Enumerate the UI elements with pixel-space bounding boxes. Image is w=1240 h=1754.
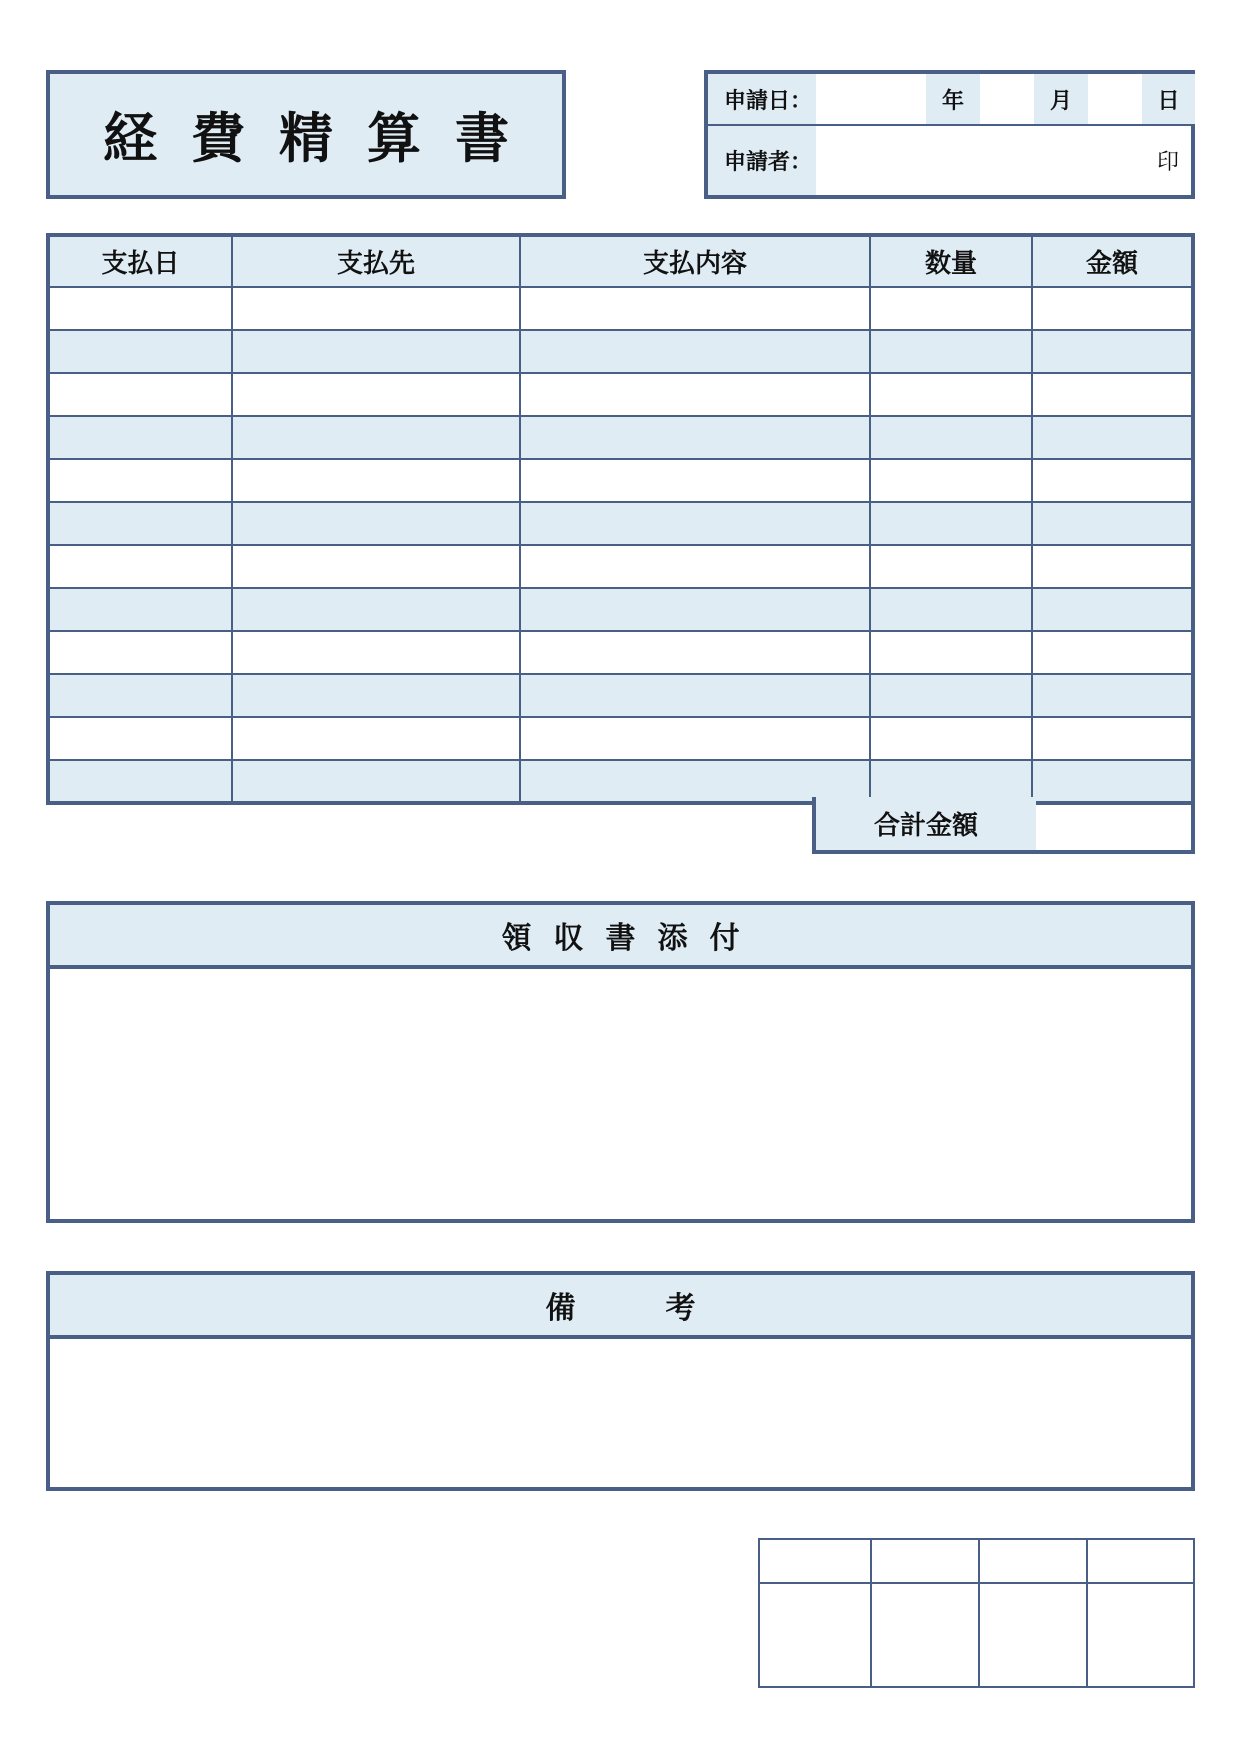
payment-date-cell[interactable] <box>48 330 232 373</box>
table-row <box>48 287 1193 330</box>
receipt-attachment-box <box>46 901 1195 1223</box>
description-cell[interactable] <box>520 588 870 631</box>
column-header-quantity: 数量 <box>870 235 1032 287</box>
notes-section-header <box>50 1275 1191 1339</box>
approval-title-cell[interactable] <box>760 1540 870 1584</box>
notes-area[interactable] <box>50 1339 1191 1487</box>
amount-cell[interactable] <box>1032 631 1193 674</box>
amount-cell[interactable] <box>1032 459 1193 502</box>
approval-title-cell[interactable] <box>1088 1540 1193 1584</box>
payee-cell[interactable] <box>232 373 520 416</box>
table-row <box>48 717 1193 760</box>
amount-cell[interactable] <box>1032 545 1193 588</box>
table-row <box>48 674 1193 717</box>
applicant-row <box>708 126 1191 195</box>
column-header-description: 支払内容 <box>520 235 870 287</box>
payee-cell[interactable] <box>232 545 520 588</box>
approval-title-cell[interactable] <box>980 1540 1086 1584</box>
payee-cell[interactable] <box>232 674 520 717</box>
amount-cell[interactable] <box>1032 502 1193 545</box>
payment-date-cell[interactable] <box>48 717 232 760</box>
document-title-box <box>46 70 566 199</box>
description-cell[interactable] <box>520 631 870 674</box>
payment-date-cell[interactable] <box>48 631 232 674</box>
quantity-cell[interactable] <box>870 674 1032 717</box>
table-row <box>48 631 1193 674</box>
quantity-cell[interactable] <box>870 545 1032 588</box>
payment-date-cell[interactable] <box>48 459 232 502</box>
column-header-amount: 金額 <box>1032 235 1193 287</box>
payment-date-cell[interactable] <box>48 287 232 330</box>
description-cell[interactable] <box>520 287 870 330</box>
payee-cell[interactable] <box>232 717 520 760</box>
expense-table-body <box>48 287 1193 803</box>
seal-mark: 印 <box>1156 150 1179 175</box>
amount-cell[interactable] <box>1032 287 1193 330</box>
payee-cell[interactable] <box>232 760 520 803</box>
approval-title-cell[interactable] <box>872 1540 978 1584</box>
payment-date-cell[interactable] <box>48 545 232 588</box>
table-row <box>48 588 1193 631</box>
table-row <box>48 502 1193 545</box>
amount-cell[interactable] <box>1032 330 1193 373</box>
quantity-cell[interactable] <box>870 373 1032 416</box>
application-date-row <box>708 74 1191 126</box>
notes-box <box>46 1271 1195 1491</box>
payment-date-cell[interactable] <box>48 588 232 631</box>
quantity-cell[interactable] <box>870 717 1032 760</box>
approval-column <box>760 1540 872 1686</box>
total-label: 合計金額 <box>816 797 1036 850</box>
year-label: 年 <box>926 74 980 124</box>
description-cell[interactable] <box>520 459 870 502</box>
approval-column <box>872 1540 980 1686</box>
description-cell[interactable] <box>520 545 870 588</box>
payee-cell[interactable] <box>232 502 520 545</box>
payee-cell[interactable] <box>232 588 520 631</box>
receipt-section-title: 領収書添付 <box>501 921 762 956</box>
quantity-cell[interactable] <box>870 287 1032 330</box>
document-title: 経費精算書 <box>103 107 543 170</box>
expense-table <box>46 233 1195 805</box>
approval-column <box>1088 1540 1193 1686</box>
quantity-cell[interactable] <box>870 330 1032 373</box>
application-date-label: 申請日： <box>708 74 816 124</box>
description-cell[interactable] <box>520 416 870 459</box>
quantity-cell[interactable] <box>870 502 1032 545</box>
table-row <box>48 459 1193 502</box>
total-box <box>812 797 1195 854</box>
month-field[interactable] <box>980 74 1034 124</box>
quantity-cell[interactable] <box>870 416 1032 459</box>
description-cell[interactable] <box>520 502 870 545</box>
receipt-section-header <box>50 905 1191 969</box>
table-row <box>48 373 1193 416</box>
column-header-payee: 支払先 <box>232 235 520 287</box>
expense-table-header <box>48 235 1193 287</box>
payment-date-cell[interactable] <box>48 674 232 717</box>
description-cell[interactable] <box>520 674 870 717</box>
description-cell[interactable] <box>520 373 870 416</box>
receipt-attachment-area[interactable] <box>50 969 1191 1219</box>
applicant-name-field[interactable] <box>816 126 1141 195</box>
amount-cell[interactable] <box>1032 588 1193 631</box>
total-amount-field[interactable] <box>1036 797 1191 850</box>
applicant-label: 申請者： <box>708 126 816 195</box>
payee-cell[interactable] <box>232 416 520 459</box>
payee-cell[interactable] <box>232 459 520 502</box>
quantity-cell[interactable] <box>870 459 1032 502</box>
amount-cell[interactable] <box>1032 717 1193 760</box>
quantity-cell[interactable] <box>870 588 1032 631</box>
payee-cell[interactable] <box>232 287 520 330</box>
month-label: 月 <box>1034 74 1088 124</box>
payment-date-cell[interactable] <box>48 373 232 416</box>
payee-cell[interactable] <box>232 631 520 674</box>
description-cell[interactable] <box>520 330 870 373</box>
payment-date-cell[interactable] <box>48 502 232 545</box>
payment-date-cell[interactable] <box>48 760 232 803</box>
approval-column <box>980 1540 1088 1686</box>
application-info-box <box>704 70 1195 199</box>
amount-cell[interactable] <box>1032 373 1193 416</box>
day-label: 日 <box>1142 74 1195 124</box>
table-row <box>48 330 1193 373</box>
year-field[interactable] <box>816 74 926 124</box>
amount-cell[interactable] <box>1032 674 1193 717</box>
payee-cell[interactable] <box>232 330 520 373</box>
amount-cell[interactable] <box>1032 416 1193 459</box>
column-header-payment-date: 支払日 <box>48 235 232 287</box>
description-cell[interactable] <box>520 717 870 760</box>
notes-section-title: 備考 <box>545 1291 786 1326</box>
table-row <box>48 545 1193 588</box>
quantity-cell[interactable] <box>870 631 1032 674</box>
day-field[interactable] <box>1088 74 1142 124</box>
approval-stamp-grid <box>758 1538 1195 1688</box>
payment-date-cell[interactable] <box>48 416 232 459</box>
table-row <box>48 416 1193 459</box>
